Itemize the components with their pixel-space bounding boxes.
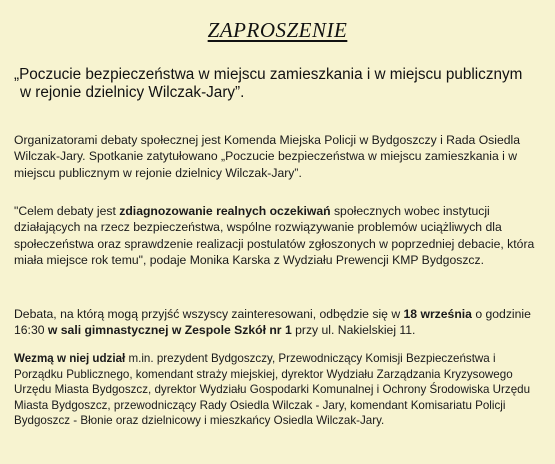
date-text-1: Debata, na którą mogą przyjść wszyscy zainteresowani, odbędzie się w (14, 307, 404, 321)
date-text-2: o godzinie 16:30 (14, 307, 531, 338)
subtitle-line-1: „Poczucie bezpieczeństwa w miejscu zamieszkania i w miejscu publicznym (14, 66, 523, 83)
goal-text-1: "Celem debaty jest (14, 204, 120, 218)
participants-paragraph (14, 351, 544, 429)
date-text-3: przy ul. Nakielskiej 11. (291, 323, 416, 338)
goal-text-2: społecznych wobec instytucji działających na rzecz bezpieczeństwa, wspólne rozwiązywanie problemów uciążliwych dla społeczeństwa oraz sprawdzenie realizacji postulatów zgłoszonych w poprzedniej debacie, która miała miejsce rok temu", podaje Monika Karska z Wydziału Prewencji KMP Bydgoszcz. (14, 204, 535, 267)
goal-bold-text: zdiagnozowanie realnych oczekiwań (119, 204, 331, 218)
debate-subtitle (14, 66, 544, 102)
event-date: 18 września (403, 307, 472, 321)
date-location-paragraph (14, 306, 544, 339)
participants-lead: Wezmą w niej udział (14, 352, 126, 365)
page-title: ZAPROSZENIE (207, 18, 348, 42)
event-venue: w sali gimnastycznej w Zespole Szkół nr 1 (47, 323, 292, 338)
goal-paragraph (14, 203, 544, 268)
participants-text: m.in. prezydent Bydgoszczy, Przewodniczący Komisji Bezpieczeństwa i Porządku Publicznego, komendant straży miejskiej, dyrektor Wydziału Zarządzania Kryzysowego Urzędu Miasta Bydgoszcz, dyrektor Wydziału Gospodarki Komunalnej i Ochrony Środowiska Urzędu Miasta Bydgoszcz, przewodniczący Rady Osiedla Wilczak - Jary, komendant Komisariatu Policji Bydgoszcz - Błonie oraz dzielnicowy i mieszkańcy Osiedla Wilczak-Jary. (14, 352, 531, 428)
subtitle-line-2: w rejonie dzielnicy Wilczak-Jary”. (20, 84, 245, 101)
organizers-paragraph: Organizatorami debaty społecznej jest Komenda Miejska Policji w Bydgoszczy i Rada Osiedla Wilczak-Jary. Spotkanie zatytułowano „Poczucie bezpieczeństwa w miejscu zamieszkania i w miejscu publicznym w rejonie dzielnicy Wilczak-Jary”. (14, 133, 521, 180)
